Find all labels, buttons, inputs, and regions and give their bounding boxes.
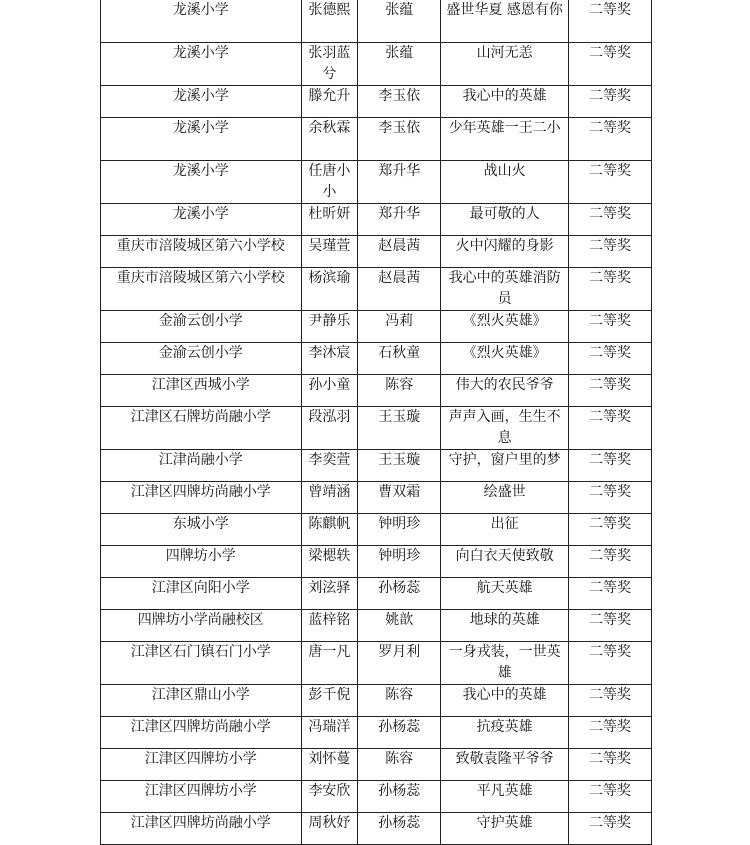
cell-school: 江津区向阳小学 — [101, 578, 302, 610]
cell-teacher: 李玉依 — [358, 118, 441, 161]
cell-school: 江津区四牌坊尚融小学 — [101, 482, 302, 514]
cell-teacher: 陈容 — [358, 375, 441, 407]
cell-award: 二等奖 — [568, 514, 651, 546]
cell-work: 一身戎装，一世英雄 — [441, 642, 569, 685]
cell-teacher: 陈容 — [358, 685, 441, 717]
cell-school: 江津区四牌坊小学 — [101, 749, 302, 781]
cell-teacher: 张蕴 — [358, 0, 441, 43]
cell-work: 少年英雄一王二小 — [441, 118, 569, 161]
table-row — [101, 717, 652, 749]
cell-teacher: 钟明珍 — [358, 514, 441, 546]
cell-school: 金渝云创小学 — [101, 311, 302, 343]
cell-student: 杨滨瑜 — [301, 268, 358, 311]
cell-school: 龙溪小学 — [101, 86, 302, 118]
cell-teacher: 张蕴 — [358, 43, 441, 86]
cell-school: 江津区四牌坊小学 — [101, 781, 302, 813]
table-row — [101, 204, 652, 236]
cell-award: 二等奖 — [568, 781, 651, 813]
table-row — [101, 610, 652, 642]
cell-work: 我心中的英雄 — [441, 685, 569, 717]
cell-work: 我心中的英雄消防员 — [441, 268, 569, 311]
cell-student: 李奕萱 — [301, 450, 358, 482]
cell-award: 二等奖 — [568, 749, 651, 781]
cell-award: 二等奖 — [568, 43, 651, 86]
cell-student: 尹静乐 — [301, 311, 358, 343]
cell-teacher: 赵晨茜 — [358, 268, 441, 311]
cell-teacher: 钟明珍 — [358, 546, 441, 578]
cell-work: 战山火 — [441, 161, 569, 204]
cell-school: 重庆市涪陵城区第六小学校 — [101, 268, 302, 311]
cell-school: 四牌坊小学 — [101, 546, 302, 578]
cell-award: 二等奖 — [568, 0, 651, 43]
cell-award: 二等奖 — [568, 311, 651, 343]
table-row — [101, 813, 652, 845]
cell-teacher: 郑升华 — [358, 161, 441, 204]
cell-school: 江津尚融小学 — [101, 450, 302, 482]
cell-student: 吴瑾萱 — [301, 236, 358, 268]
table-row — [101, 161, 652, 204]
table-row — [101, 0, 652, 43]
cell-work: 《烈火英雄》 — [441, 343, 569, 375]
cell-work: 绘盛世 — [441, 482, 569, 514]
table-row — [101, 43, 652, 86]
cell-work: 山河无恙 — [441, 43, 569, 86]
cell-work: 最可敬的人 — [441, 204, 569, 236]
cell-school: 龙溪小学 — [101, 118, 302, 161]
cell-student: 张羽蓝兮 — [301, 43, 358, 86]
table-row — [101, 375, 652, 407]
table-row — [101, 546, 652, 578]
cell-student: 李沐宸 — [301, 343, 358, 375]
cell-work: 盛世华夏 感恩有你 — [441, 0, 569, 43]
cell-award: 二等奖 — [568, 118, 651, 161]
cell-teacher: 罗月利 — [358, 642, 441, 685]
table-row — [101, 642, 652, 685]
table-row — [101, 749, 652, 781]
cell-student: 曾靖涵 — [301, 482, 358, 514]
cell-award: 二等奖 — [568, 813, 651, 845]
cell-student: 余秋霖 — [301, 118, 358, 161]
cell-award: 二等奖 — [568, 482, 651, 514]
cell-work: 声声入画，生生不息 — [441, 407, 569, 450]
cell-student: 梁楒轶 — [301, 546, 358, 578]
table-row — [101, 311, 652, 343]
cell-teacher: 姚歆 — [358, 610, 441, 642]
cell-work: 抗疫英雄 — [441, 717, 569, 749]
cell-award: 二等奖 — [568, 86, 651, 118]
cell-student: 段泓羽 — [301, 407, 358, 450]
table-row — [101, 781, 652, 813]
table-row — [101, 118, 652, 161]
cell-work: 致敬袁隆平爷爷 — [441, 749, 569, 781]
cell-teacher: 曹双霜 — [358, 482, 441, 514]
cell-school: 重庆市涪陵城区第六小学校 — [101, 236, 302, 268]
cell-teacher: 石秋童 — [358, 343, 441, 375]
cell-student: 冯瑞洋 — [301, 717, 358, 749]
table-row — [101, 236, 652, 268]
cell-student: 杜昕妍 — [301, 204, 358, 236]
cell-award: 二等奖 — [568, 685, 651, 717]
cell-school: 江津区四牌坊尚融小学 — [101, 717, 302, 749]
cell-work: 平凡英雄 — [441, 781, 569, 813]
cell-award: 二等奖 — [568, 450, 651, 482]
cell-work: 地球的英雄 — [441, 610, 569, 642]
cell-work: 我心中的英雄 — [441, 86, 569, 118]
cell-teacher: 孙杨蕊 — [358, 781, 441, 813]
cell-student: 唐一凡 — [301, 642, 358, 685]
cell-award: 二等奖 — [568, 642, 651, 685]
cell-school: 江津区鼎山小学 — [101, 685, 302, 717]
cell-teacher: 李玉依 — [358, 86, 441, 118]
cell-school: 江津区石牌坊尚融小学 — [101, 407, 302, 450]
cell-school: 龙溪小学 — [101, 0, 302, 43]
cell-award: 二等奖 — [568, 578, 651, 610]
cell-teacher: 郑升华 — [358, 204, 441, 236]
table-row — [101, 343, 652, 375]
cell-student: 陈麒帆 — [301, 514, 358, 546]
cell-teacher: 孙杨蕊 — [358, 578, 441, 610]
cell-award: 二等奖 — [568, 268, 651, 311]
cell-school: 江津区西城小学 — [101, 375, 302, 407]
cell-award: 二等奖 — [568, 161, 651, 204]
table-row — [101, 268, 652, 311]
cell-teacher: 孙杨蕊 — [358, 717, 441, 749]
cell-award: 二等奖 — [568, 375, 651, 407]
cell-student: 蓝梓铭 — [301, 610, 358, 642]
cell-student: 滕允升 — [301, 86, 358, 118]
cell-work: 火中闪耀的身影 — [441, 236, 569, 268]
cell-student: 任唐小小 — [301, 161, 358, 204]
table-row — [101, 482, 652, 514]
cell-school: 龙溪小学 — [101, 204, 302, 236]
cell-work: 守护英雄 — [441, 813, 569, 845]
cell-school: 金渝云创小学 — [101, 343, 302, 375]
cell-student: 刘泫驿 — [301, 578, 358, 610]
cell-work: 守护，窗户里的梦 — [441, 450, 569, 482]
cell-teacher: 陈容 — [358, 749, 441, 781]
cell-school: 东城小学 — [101, 514, 302, 546]
table-row — [101, 685, 652, 717]
cell-school: 江津区石门镇石门小学 — [101, 642, 302, 685]
cell-student: 周秋妤 — [301, 813, 358, 845]
cell-school: 江津区四牌坊尚融小学 — [101, 813, 302, 845]
cell-student: 彭千倪 — [301, 685, 358, 717]
cell-teacher: 王玉璇 — [358, 450, 441, 482]
cell-award: 二等奖 — [568, 204, 651, 236]
cell-school: 龙溪小学 — [101, 161, 302, 204]
cell-work: 伟大的农民爷爷 — [441, 375, 569, 407]
award-table-body — [101, 0, 652, 845]
cell-teacher: 冯莉 — [358, 311, 441, 343]
cell-student: 李安欣 — [301, 781, 358, 813]
cell-work: 向白衣天使致敬 — [441, 546, 569, 578]
cell-school: 龙溪小学 — [101, 43, 302, 86]
cell-school: 四牌坊小学尚融校区 — [101, 610, 302, 642]
cell-teacher: 孙杨蕊 — [358, 813, 441, 845]
cell-award: 二等奖 — [568, 343, 651, 375]
cell-teacher: 王玉璇 — [358, 407, 441, 450]
cell-student: 张德熙 — [301, 0, 358, 43]
cell-award: 二等奖 — [568, 610, 651, 642]
cell-award: 二等奖 — [568, 236, 651, 268]
cell-award: 二等奖 — [568, 717, 651, 749]
cell-work: 《烈火英雄》 — [441, 311, 569, 343]
cell-award: 二等奖 — [568, 546, 651, 578]
table-row — [101, 86, 652, 118]
table-row — [101, 514, 652, 546]
cell-student: 刘怀蔓 — [301, 749, 358, 781]
cell-award: 二等奖 — [568, 407, 651, 450]
cell-teacher: 赵晨茜 — [358, 236, 441, 268]
table-row — [101, 407, 652, 450]
award-table — [100, 0, 652, 845]
table-row — [101, 450, 652, 482]
cell-work: 航天英雄 — [441, 578, 569, 610]
table-row — [101, 578, 652, 610]
cell-student: 孙小童 — [301, 375, 358, 407]
cell-work: 出征 — [441, 514, 569, 546]
